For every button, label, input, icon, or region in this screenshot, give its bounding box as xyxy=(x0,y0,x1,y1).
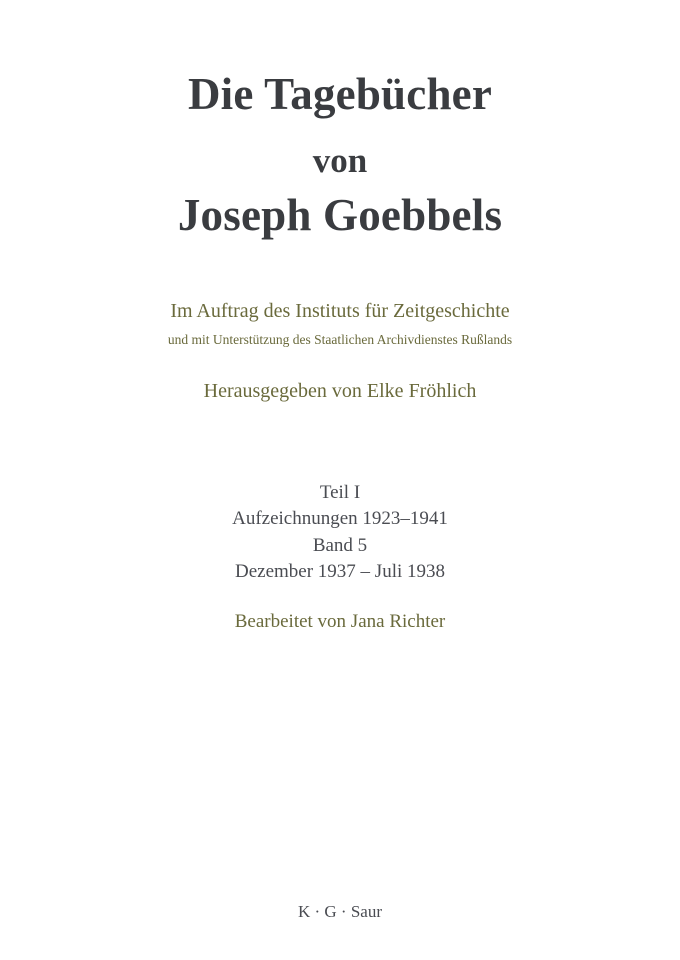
part-title: Aufzeichnungen 1923–1941 xyxy=(232,508,448,529)
general-editor: Herausgegeben von Elke Fröhlich xyxy=(203,380,477,402)
volume-period: Dezember 1937 – Juli 1938 xyxy=(234,561,445,582)
band-number: Band 5 xyxy=(312,535,368,556)
commission-line-1: Im Auftrag des Instituts für Zeitgeschichte xyxy=(170,300,510,322)
part-number: Teil I xyxy=(319,482,361,503)
volume-editor: Bearbeitet von Jana Richter xyxy=(234,611,446,632)
publisher-imprint: K · G · Saur xyxy=(297,902,383,921)
title-line-3: Joseph Goebbels xyxy=(177,190,503,240)
commission-line-2: und mit Unterstützung des Staatlichen Archivdienstes Rußlands xyxy=(167,332,513,347)
title-line-1: Die Tagebücher xyxy=(187,69,493,119)
title-line-2: von xyxy=(312,141,368,180)
